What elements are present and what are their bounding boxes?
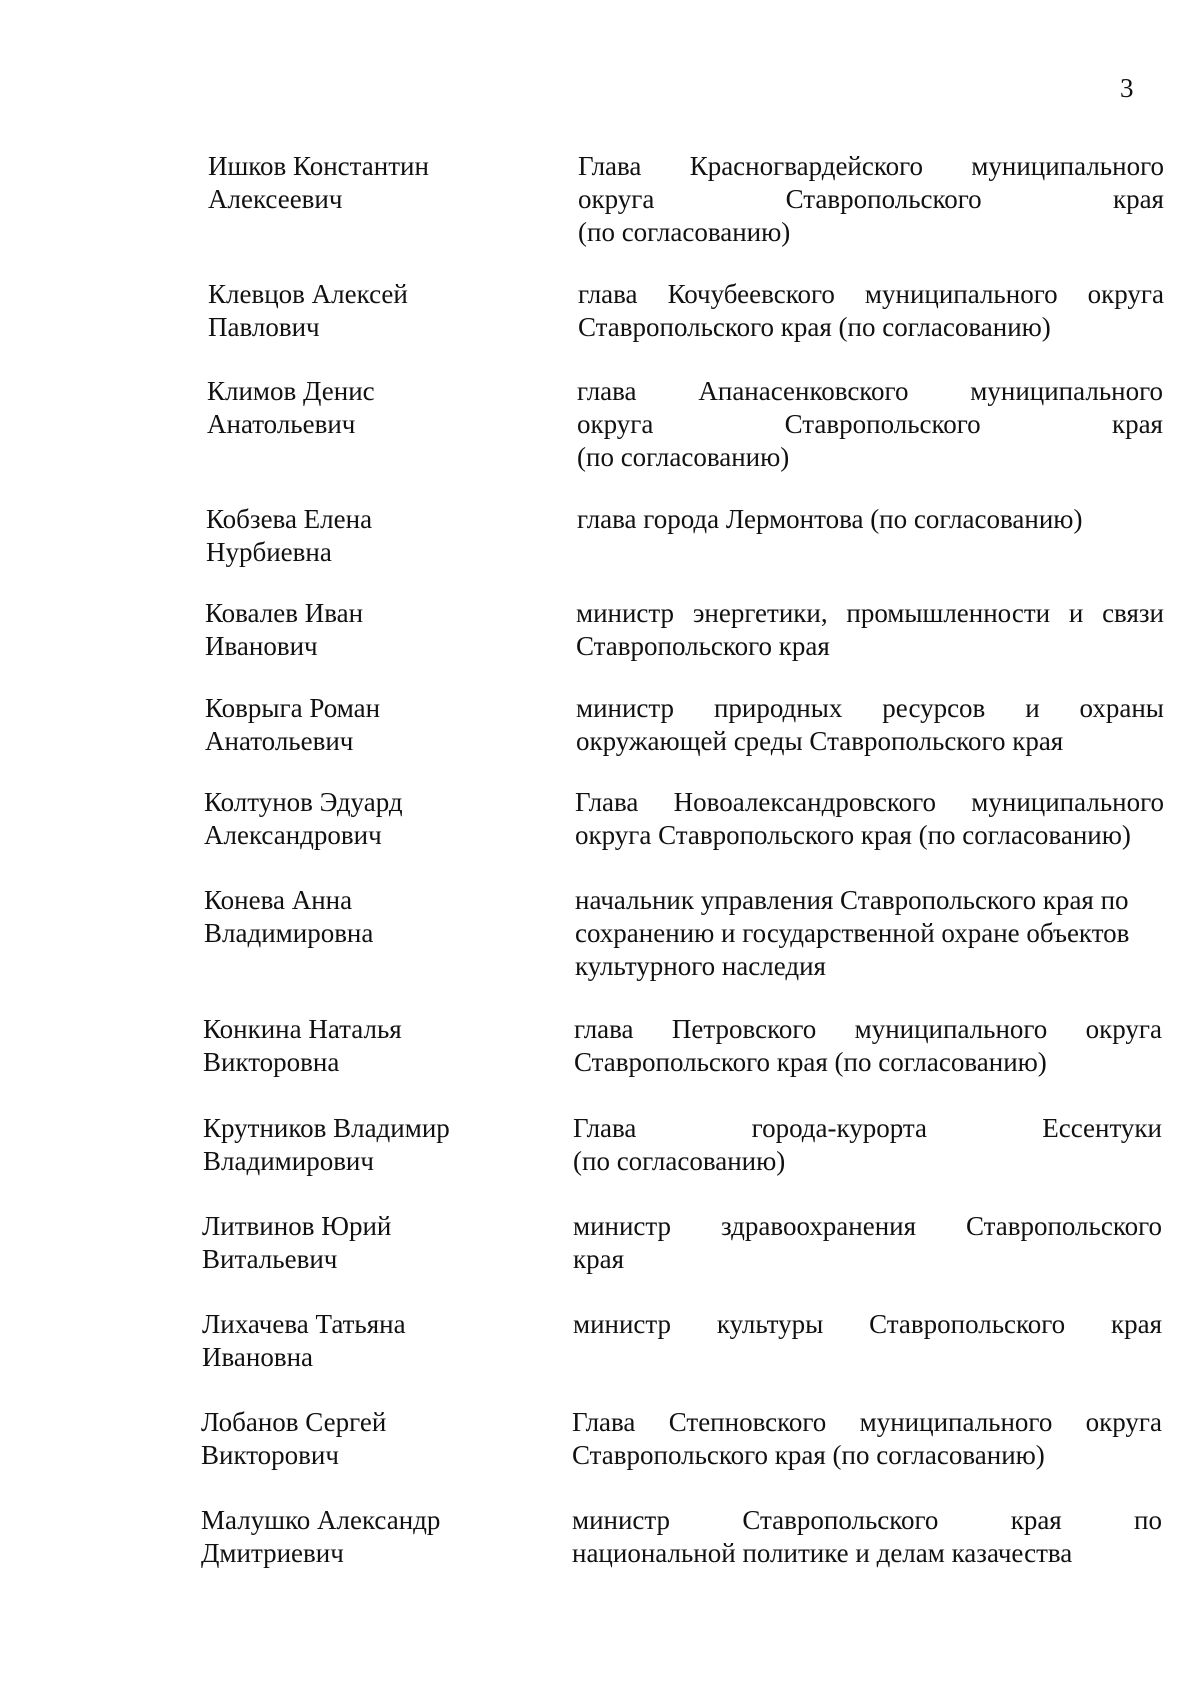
member-position-line bbox=[572, 1537, 1162, 1570]
position-word: ресурсов bbox=[882, 693, 986, 723]
position-word: промышленности bbox=[846, 598, 1051, 628]
position-word: Степновского bbox=[668, 1407, 827, 1437]
position-word: и bbox=[1068, 598, 1084, 628]
member-position-line bbox=[577, 408, 1163, 441]
position-word: культурного наследия bbox=[575, 951, 826, 981]
position-word: Глава bbox=[573, 1113, 637, 1143]
member-name-line: Александрович bbox=[204, 820, 382, 850]
member-position bbox=[575, 786, 1164, 852]
member-position bbox=[574, 1013, 1162, 1079]
member-name-line: Лобанов Сергей bbox=[201, 1407, 387, 1437]
member-position-line bbox=[575, 917, 1162, 950]
member-name-line: Малушко Александр bbox=[201, 1505, 441, 1535]
member-position-line bbox=[575, 819, 1164, 852]
position-word: Ессентуки bbox=[1042, 1113, 1162, 1143]
position-word: Ставропольского bbox=[784, 409, 981, 439]
member-name-line: Нурбиевна bbox=[206, 537, 332, 567]
position-word: начальник управления Ставропольского края по bbox=[575, 885, 1129, 915]
member-position bbox=[573, 1308, 1162, 1341]
member-name bbox=[201, 1406, 501, 1472]
member-name-line: Климов Денис bbox=[207, 376, 375, 406]
position-word: министр bbox=[576, 693, 675, 723]
member-position-line bbox=[572, 1504, 1162, 1537]
position-word: округа Ставропольского края (по согласованию) bbox=[575, 820, 1131, 850]
member-name bbox=[202, 1308, 502, 1374]
position-word: Ставропольского края (по согласованию) bbox=[578, 312, 1051, 342]
position-word: культуры bbox=[716, 1309, 824, 1339]
member-name-line: Викторович bbox=[201, 1440, 339, 1470]
position-word: Кочубеевского bbox=[667, 279, 835, 309]
position-word: Ставропольского bbox=[965, 1211, 1162, 1241]
member-name-line: Колтунов Эдуард bbox=[204, 787, 403, 817]
member-position-line bbox=[576, 630, 1164, 663]
position-word: глава города Лермонтова (по согласованию) bbox=[577, 504, 1083, 534]
member-position bbox=[572, 1406, 1162, 1472]
member-name-line: Викторовна bbox=[203, 1047, 340, 1077]
position-word: глава bbox=[578, 279, 638, 309]
position-word: округа bbox=[577, 409, 654, 439]
position-word: сохранению и государственной охране объектов bbox=[575, 918, 1130, 948]
position-word: министр bbox=[573, 1211, 672, 1241]
position-word: края bbox=[1110, 1309, 1162, 1339]
member-name-line: Кобзева Елена bbox=[206, 504, 373, 534]
position-word: министр bbox=[576, 598, 675, 628]
position-word: Ставропольского bbox=[869, 1309, 1066, 1339]
position-word: края bbox=[573, 1244, 625, 1274]
position-word: округа bbox=[1085, 1014, 1162, 1044]
member-position-line bbox=[573, 1243, 1162, 1276]
member-position-line bbox=[573, 1112, 1162, 1145]
member-name-line: Крутников Владимир bbox=[203, 1113, 450, 1143]
position-word: здравоохранения bbox=[720, 1211, 917, 1241]
position-word: (по согласованию) bbox=[578, 217, 791, 247]
member-name bbox=[201, 1504, 501, 1570]
member-position bbox=[575, 884, 1162, 983]
member-position bbox=[573, 1210, 1162, 1276]
position-word: Глава bbox=[572, 1407, 636, 1437]
position-word: Петровского bbox=[671, 1014, 817, 1044]
member-name bbox=[208, 150, 508, 216]
member-name bbox=[203, 1013, 503, 1079]
member-name-line: Дмитриевич bbox=[201, 1538, 344, 1568]
position-word: Апанасенковского bbox=[698, 376, 909, 406]
member-position-line bbox=[575, 786, 1164, 819]
member-name-line: Иванович bbox=[205, 631, 318, 661]
position-word: Ставропольского края (по согласованию) bbox=[574, 1047, 1047, 1077]
position-word: Ставропольского края (по согласованию) bbox=[572, 1440, 1045, 1470]
position-word: Ставропольского bbox=[785, 184, 982, 214]
position-word: города-курорта bbox=[751, 1113, 928, 1143]
member-position bbox=[577, 375, 1163, 474]
member-name bbox=[204, 786, 504, 852]
member-name bbox=[202, 1210, 502, 1276]
position-word: Глава bbox=[575, 787, 639, 817]
member-position-line bbox=[574, 1046, 1162, 1079]
member-position-line bbox=[576, 692, 1164, 725]
member-position bbox=[576, 692, 1164, 758]
member-position-line bbox=[573, 1308, 1162, 1341]
position-word: края bbox=[1010, 1505, 1062, 1535]
member-name-line: Владимировна bbox=[204, 918, 374, 948]
position-word: охраны bbox=[1079, 693, 1164, 723]
member-name-line: Коврыга Роман bbox=[205, 693, 381, 723]
member-position bbox=[578, 278, 1164, 344]
member-position-line bbox=[578, 150, 1164, 183]
position-word: глава bbox=[574, 1014, 634, 1044]
position-word: (по согласованию) bbox=[577, 442, 790, 472]
position-word: министр bbox=[573, 1309, 672, 1339]
page-number: 3 bbox=[1120, 73, 1134, 103]
position-word: Ставропольского края bbox=[576, 631, 830, 661]
member-name-line: Владимирович bbox=[203, 1146, 374, 1176]
position-word: национальной политике и делам казачества bbox=[572, 1538, 1073, 1568]
member-position-line bbox=[577, 441, 1163, 474]
position-word: по bbox=[1134, 1505, 1162, 1535]
member-position-line bbox=[578, 183, 1164, 216]
position-word: глава bbox=[577, 376, 637, 406]
member-name bbox=[207, 375, 507, 441]
position-word: муниципального bbox=[864, 279, 1058, 309]
position-word: муниципального bbox=[971, 151, 1164, 181]
member-name-line: Ивановна bbox=[202, 1342, 314, 1372]
member-name bbox=[203, 1112, 503, 1178]
member-name-line: Витальевич bbox=[202, 1244, 338, 1274]
member-name-line: Литвинов Юрий bbox=[202, 1211, 392, 1241]
member-position-line bbox=[577, 375, 1163, 408]
position-word: связи bbox=[1102, 598, 1164, 628]
position-word: округа bbox=[1087, 279, 1164, 309]
position-word: Новоалександровского bbox=[673, 787, 937, 817]
member-name bbox=[205, 597, 505, 663]
position-word: муниципального bbox=[859, 1407, 1053, 1437]
member-name bbox=[205, 692, 505, 758]
position-word: энергетики, bbox=[692, 598, 828, 628]
member-position-line bbox=[576, 597, 1164, 630]
member-position-line bbox=[575, 884, 1162, 917]
member-position-line bbox=[578, 216, 1164, 249]
member-position bbox=[578, 150, 1164, 249]
member-position bbox=[577, 503, 1163, 536]
position-word: Ставропольского bbox=[742, 1505, 939, 1535]
position-word: края bbox=[1112, 184, 1164, 214]
member-name-line: Конева Анна bbox=[204, 885, 353, 915]
member-name-line: Лихачева Татьяна bbox=[202, 1309, 406, 1339]
member-position-line bbox=[573, 1145, 1162, 1178]
member-name-line: Павлович bbox=[208, 312, 320, 342]
position-word: округа bbox=[578, 184, 655, 214]
member-name-line: Ишков Константин bbox=[208, 151, 429, 181]
member-position-line bbox=[578, 311, 1164, 344]
position-word: Красногвардейского bbox=[689, 151, 924, 181]
member-name-line: Клевцов Алексей bbox=[208, 279, 408, 309]
member-name bbox=[204, 884, 504, 950]
member-position bbox=[573, 1112, 1162, 1178]
position-word: (по согласованию) bbox=[573, 1146, 786, 1176]
member-position-line bbox=[572, 1439, 1162, 1472]
member-position-line bbox=[573, 1210, 1162, 1243]
position-word: и bbox=[1025, 693, 1040, 723]
member-name-line: Алексеевич bbox=[208, 184, 343, 214]
position-word: муниципального bbox=[970, 376, 1163, 406]
member-name-line: Анатольевич bbox=[207, 409, 356, 439]
position-word: Глава bbox=[578, 151, 642, 181]
position-word: края bbox=[1111, 409, 1163, 439]
position-word: округа bbox=[1085, 1407, 1162, 1437]
position-word: муниципального bbox=[971, 787, 1164, 817]
position-word: муниципального bbox=[854, 1014, 1048, 1044]
member-name bbox=[208, 278, 508, 344]
member-name bbox=[206, 503, 506, 569]
member-position-line bbox=[572, 1406, 1162, 1439]
member-position-line bbox=[576, 725, 1164, 758]
member-name-line: Ковалев Иван bbox=[205, 598, 364, 628]
position-word: окружающей среды Ставропольского края bbox=[576, 726, 1064, 756]
position-word: министр bbox=[572, 1505, 671, 1535]
member-position-line bbox=[575, 950, 1162, 983]
member-position bbox=[576, 597, 1164, 663]
member-name-line: Конкина Наталья bbox=[203, 1014, 402, 1044]
position-word: природных bbox=[713, 693, 843, 723]
member-position-line bbox=[578, 278, 1164, 311]
member-position-line bbox=[574, 1013, 1162, 1046]
member-position-line bbox=[577, 503, 1163, 536]
member-position bbox=[572, 1504, 1162, 1570]
member-name-line: Анатольевич bbox=[205, 726, 354, 756]
